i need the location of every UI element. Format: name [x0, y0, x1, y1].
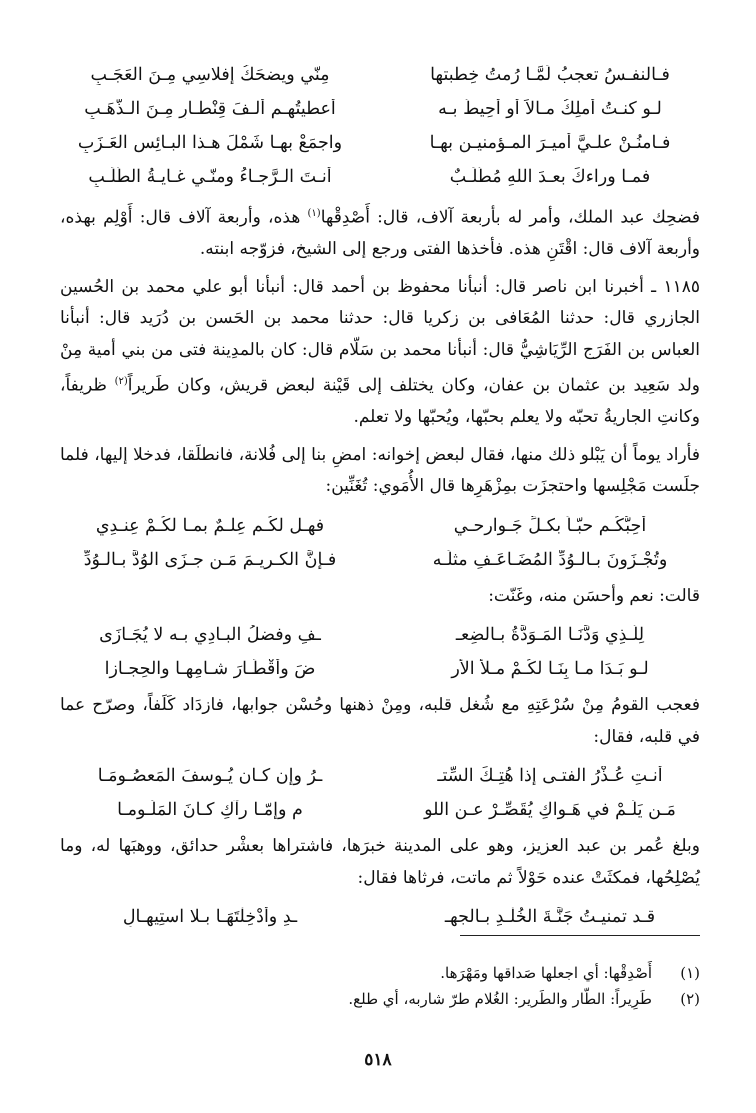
verse-first-hemistich: أنـتِ عُـذْرُ الفتـى إذا هُتِـكَ السِّتـ: [437, 766, 663, 787]
verse-first-hemistich: قـد تمنيـتُ جَنَّـةَ الخُلْـدِ بـالجهـ: [444, 907, 656, 928]
footnote-divider: [460, 935, 700, 936]
verse-first-hemistich: لـو كنـتُ أملِكُ مـالاً أو أُحِيطُ بـه: [438, 99, 662, 119]
verse-second-hemistich: أنـتَ الـرَّجـاءُ ومنّـي غـايـةُ الطَّلَـبِ: [88, 167, 332, 187]
verse-line: [60, 618, 700, 652]
verse-line: [60, 92, 700, 126]
paragraph-3: فأراد يوماً أن يَبْلو ذلك منها، فقال لبعض إخوانه: امضِ بنا إلى فُلانة، فانطلَقا، فدخلا إليها، فلما جلَست مَجْلِسها واحتجزَت بمِزْهَرِها قال الأُمَوي: تُغَنِّين:: [60, 444, 700, 497]
verse-first-hemistich: لـو بَـدَا مـا بِنَـا لكُـمْ مـلأَ الأَر: [451, 659, 649, 680]
verse-first-hemistich: فمـا وراءكَ بعـدَ اللهِ مُطَّلَـبٌ: [449, 167, 651, 187]
verse-line: [60, 759, 700, 793]
verse-second-hemistich: ضَ وأَقْطَـارَ شـامِهـا والحِجـازا: [104, 659, 316, 680]
verse-line: [60, 652, 700, 686]
verse-line: [60, 900, 700, 934]
verse-block-5: [60, 900, 700, 934]
verse-second-hemistich: ـفِ وفضلُ البـادِي بـه لا يُجَـازَى: [99, 625, 321, 646]
verse-first-hemistich: فـالنفـسُ تعجبُ لَمَّـا رُمتُ خِطبتها: [430, 65, 670, 85]
paragraph-2: [60, 272, 700, 434]
paragraph-6: وبلغ عُمر بن عبد العزيز، وهو على المدينة خبرَها، فاشتراها بعشْر حدائق، ووهبَها له، وما يُصْلِحُها، فمكثَتْ عنده حَوْلاً ثم ماتت، فرثاها فقال:: [60, 836, 700, 888]
verse-first-hemistich: مَـن يَلُـمْ في هَـواكِ يُقَصِّـرْ عـن اللو: [424, 800, 676, 821]
verse-line: [60, 58, 700, 92]
verse-line: [60, 160, 700, 194]
verse-line: [60, 509, 700, 543]
verse-first-hemistich: لِلَّـذِي وَدَّنَـا المَـوَدَّةُ بـالضِعـ: [455, 625, 645, 646]
verse-first-hemistich: فـامنُـنْ علـيَّ أميـرَ المـؤمنيـن بهـا: [429, 133, 671, 153]
paragraph-4: قالت: نعم وأحسَن منه، وغَنّت:: [488, 585, 700, 606]
footnote-number: (٢): [680, 990, 700, 1008]
verse-second-hemistich: ـدِ وأُدْخِلْتَهَـا بـلا استِيهـالِ: [122, 907, 298, 928]
verse-first-hemistich: وتُجْـزَونَ بـالـوُدِّ المُضَـاعَـفِ مثلَـه: [432, 549, 668, 570]
paragraph-text: فضحِك عبد الملك، وأمر له بأربعة آلاف، قال: أَصْدِقْها: [320, 207, 700, 228]
verse-block-1: [60, 58, 700, 194]
verse-line: [60, 543, 700, 577]
verse-second-hemistich: ـرُ وإن كـان يُـوسفَ المَعصُـومَـا: [97, 766, 323, 787]
footnote-2: [60, 986, 700, 1012]
verse-second-hemistich: فـإنَّ الكـريـمَ مَـن جـزَى الوُدَّ بـالـوُدِّ: [83, 549, 337, 570]
verse-second-hemistich: واجمَعْ بهـا شَمْلَ هـذا البـائِسِ العَـزَبِ: [77, 133, 343, 153]
verse-second-hemistich: أعطيتُهـم ألـفَ قِنْطـارٍ مِـنَ الـذَّهَـبِ: [84, 99, 336, 119]
page-number: ٥١٨: [364, 1050, 392, 1070]
verse-second-hemistich: مِنّي ويضحَكُ إفلاسِي مِـنَ العَجَـبِ: [90, 65, 330, 85]
page-body: [60, 58, 700, 938]
footnote-marker-1[interactable]: (١): [307, 208, 321, 219]
footnote-marker-2[interactable]: (٢): [114, 376, 128, 388]
paragraph-5: فعجب القومُ مِنْ سُرْعَتِهِ مع شُغل قلبه، ومِنْ ذهنها وحُسْن جوابها، فازدَاد كَلَفاً، وصرّح عما في قلبه، فقال:: [60, 695, 700, 747]
verse-second-hemistich: مِ وإمّـا رآكِ كـانَ المَلُـومـا: [117, 800, 303, 821]
footnote-number: (١): [680, 964, 700, 982]
footnote-1: [60, 960, 700, 986]
paragraph-1: [60, 198, 700, 266]
paragraph-text: ظريفاً، وكانتِ الجاريةُ تحبّه ولا يعلم بحبّها، ويُحبّها ولا تعلم.: [60, 375, 700, 428]
footnotes: [60, 960, 700, 1012]
verse-block-3: [60, 618, 700, 686]
verse-second-hemistich: فهـل لكُـم عِلـمٌ بمـا لكُـمْ عِنـدِي: [95, 515, 325, 536]
paragraph-text: ١١٨٥ ـ أخبرنا ابن ناصر قال: أنبأنا محفوظ بن أحمد قال: أنبأنا أبو علي محمد بن الحُسين الجازري قال: حدثنا المُعَافى بن زكريا قال: حدثنا محمد بن الحَسن بن دُرَيد قال: أنبأنا العباس بن الفَرَج الرِّيَاشِيُّ قال: أنبأنا محمد بن سَلّام قال: كان بالمدِينة فتى من بني أمية مِنْ ولد سَعِيد بن عثمان بن عفان، وكان يختلف إلى قَيْنة لبعض قريش، وكان طَريراً: [60, 276, 700, 396]
verse-block-4: [60, 759, 700, 827]
verse-block-2: [60, 509, 700, 577]
verse-first-hemistich: أحِبُّكُـم حبّـاً بكـلِّ جَـوارحـي: [453, 515, 647, 536]
footnote-text: طَرِيراً: الطّار والطَرير: الغُلام طرّ شاربه، أي طلع.: [348, 990, 652, 1008]
verse-line: [60, 793, 700, 827]
footnote-text: أَصْدِقْها: أي اجعلها صَداقها ومَهْرَها.: [440, 964, 652, 982]
verse-line: [60, 126, 700, 160]
paragraph-text: هذه، وأربعة آلاف قال: أَوْلِم بهذه، وأربعة آلاف قال: اقْتَنِ هذه. فأخذها الفتى ورجع إلى الشيخ، فزوّجه ابنته.: [60, 207, 700, 260]
